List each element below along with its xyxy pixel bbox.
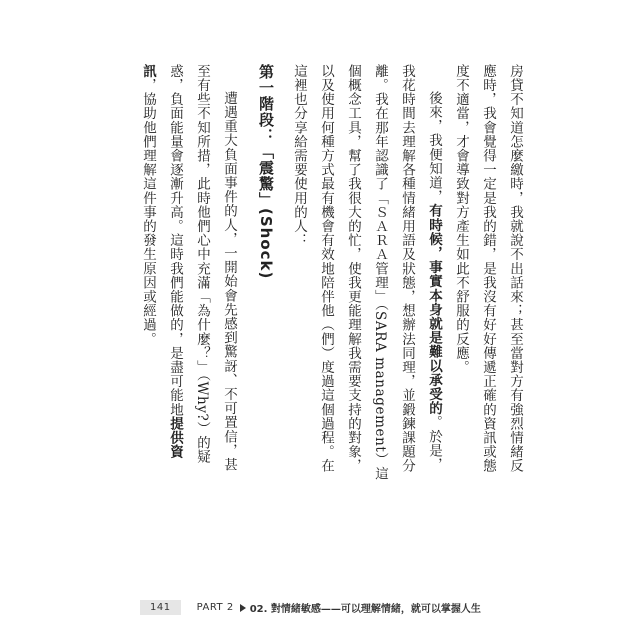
paragraph-3-rest: ，協助他們理解這件事的發生原因或經過。 bbox=[140, 78, 156, 347]
paragraph-3 bbox=[134, 64, 242, 484]
paragraph-3-lead: 遭遇重大負面事件的人，一開始會先感到驚訝、不可置信，甚至有些不知所措，此時他們心中充滿「為什麼？」（Why?）的疑惑，負面能量會逐漸升高。這時我們能做的，是盡可能地 bbox=[167, 64, 237, 472]
triangle-arrow-icon bbox=[240, 604, 246, 612]
part-label: PART 2 bbox=[196, 602, 234, 613]
vertical-body-text bbox=[134, 64, 528, 484]
paragraph-2 bbox=[285, 64, 447, 484]
paragraph-1-text: 房貸不知道怎麼繳時，我就說不出話來；甚至當對方有強烈情緒反應時，我會覺得一定是我的錯，是我沒有好好傳遞正確的資訊或態度不適當，才會導致對方產生如此不舒服的反應。 bbox=[453, 64, 523, 473]
paragraph-2-rest: 。於是，我花時間去理解各種情緒用語及狀態，想辦法同理，並鍛鍊課題分離。我在那年認識了「ＳＡＲＡ管理」（SARA management）這個概念工具，幫了我很大的忙，使我更能理解我需要支持的對象，以及使用何種方式最有機會有效地陪伴他（們）度過這個過程。在這裡也分享給需要使用的人： bbox=[291, 64, 442, 481]
chapter-title: 02. 對情緒敏感——可以理解情緒，就可以掌握人生 bbox=[249, 604, 481, 615]
page-footer bbox=[140, 600, 481, 615]
paragraph-2-emphasis: 有時候，事實本身就是難以承受的 bbox=[426, 203, 442, 416]
section-heading: 第一階段：「震驚」(Shock) bbox=[257, 64, 275, 280]
paragraph-2-lead: 後來，我便知道， bbox=[426, 91, 442, 204]
paragraph-3-emphasis: 提供資訊 bbox=[140, 64, 183, 459]
page-number: 141 bbox=[140, 600, 181, 615]
paragraph-1 bbox=[447, 64, 528, 484]
